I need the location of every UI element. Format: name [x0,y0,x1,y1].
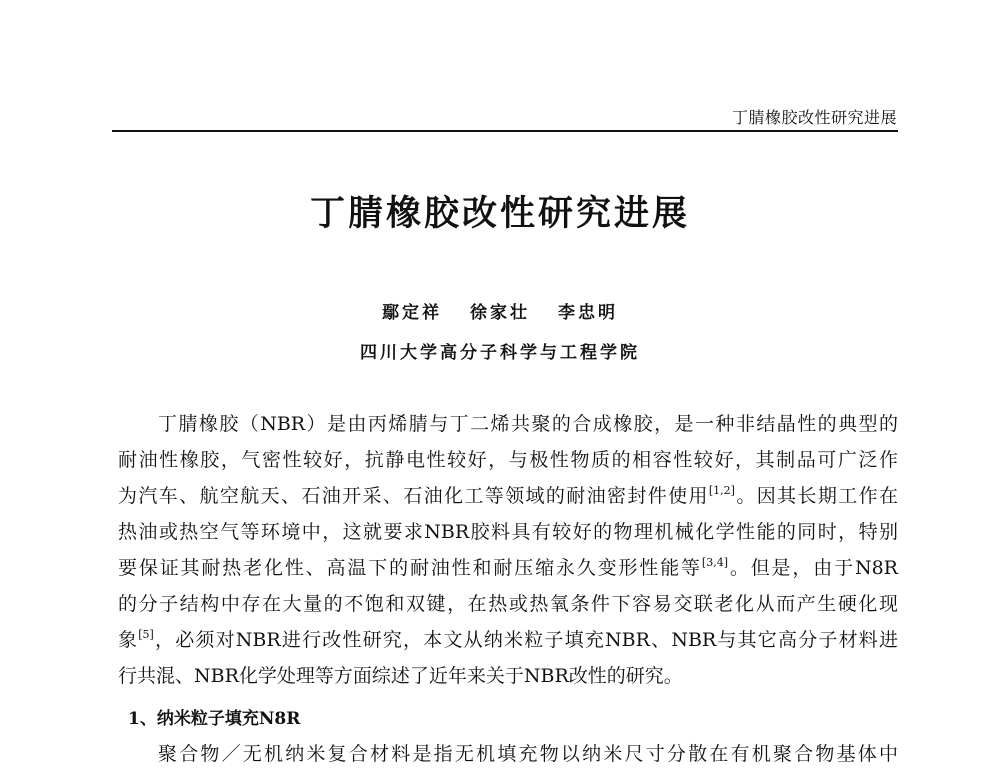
body-line: 耐油性橡胶，气密性较好，抗静电性较好，与极性物质的相容性较好，其制品可广泛作 [118,449,898,471]
body-line: 丁腈橡胶（NBR）是由丙烯腈与丁二烯共聚的合成橡胶，是一种非结晶性的典型的 [158,413,898,435]
body-line: 的分子结构中存在大量的不饱和双键，在热或热氧条件下容易交联老化从而产生硬化现 [118,593,898,615]
header-rule [112,130,898,132]
affiliation: 四川大学高分子科学与工程学院 [360,343,640,363]
author-list [0,298,1000,323]
body-line: 行共混、NBR化学处理等方面综述了近年来关于NBR改性的研究。 [118,665,683,687]
author-name: 李忠明 [558,303,618,323]
author-name: 鄢定祥 [382,303,442,323]
paper-title: 丁腈橡胶改性研究进展 [309,193,690,234]
citation: [1,2] [708,484,735,497]
body-line [118,478,898,514]
citation: [5] [138,628,154,641]
running-header: 丁腈橡胶改性研究进展 [731,108,897,127]
body-line [118,622,898,658]
body-line [118,550,898,586]
citation: [3,4] [701,556,728,569]
author-name: 徐家壮 [470,303,530,323]
body-text: 。但是，由于N8R [727,557,898,579]
body-text: 。因其长期工作在 [734,485,898,507]
body-line: 聚合物／无机纳米复合材料是指无机填充物以纳米尺寸分散在有机聚合物基体中 [158,743,898,765]
body-text: 象 [118,629,139,651]
body-text: 为汽车、航空航天、石油开采、石油化工等领域的耐油密封件使用 [118,485,709,507]
body-line: 热油或热空气等环境中，这就要求NBR胶料具有较好的物理机械化学性能的同时，特别 [118,521,898,543]
body-text: ，必须对NBR进行改性研究，本文从纳米粒子填充NBR、NBR与其它高分子材料进 [153,629,898,651]
section-heading: 1、纳米粒子填充N8R [128,709,301,729]
body-text: 要保证其耐热老化性、高温下的耐油性和耐压缩永久变形性能等 [118,557,702,579]
